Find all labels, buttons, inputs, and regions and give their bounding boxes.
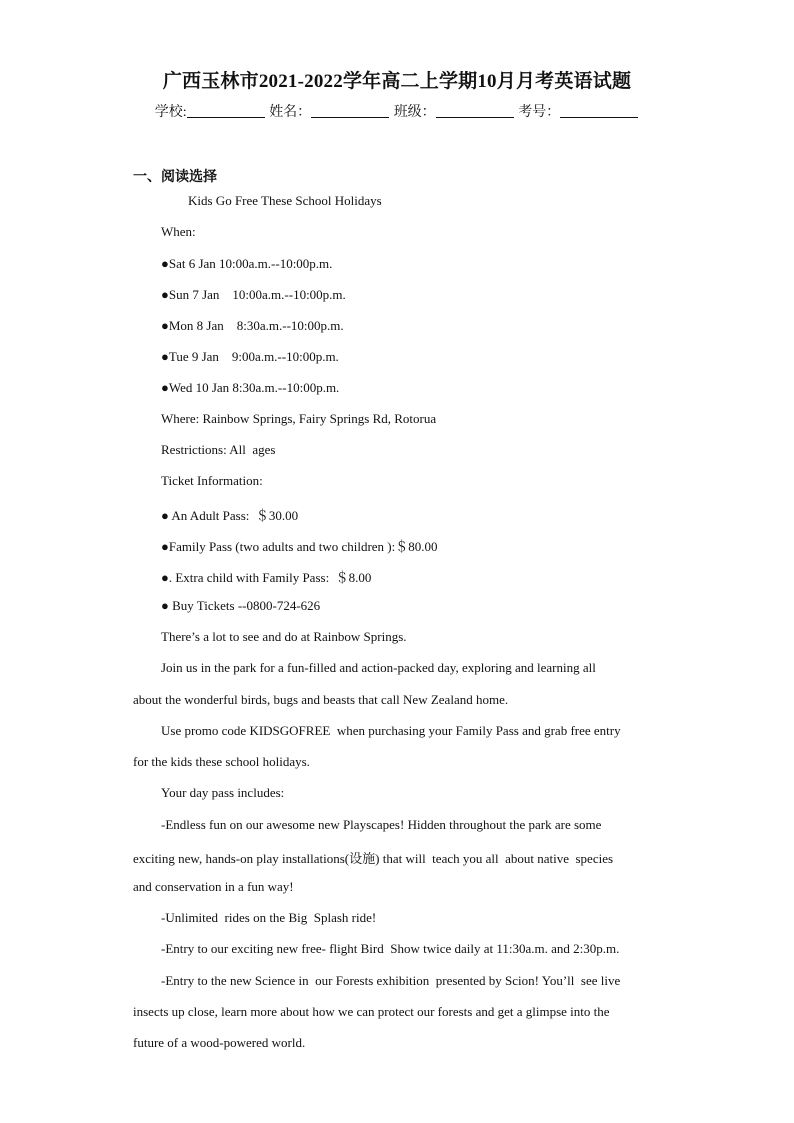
restrictions-line: Restrictions: All ages — [161, 442, 276, 457]
paragraph: about the wonderful birds, bugs and beasts that call New Zealand home. — [133, 692, 509, 707]
paragraph: -Endless fun on our awesome new Playscapes! Hidden throughout the park are some — [161, 817, 602, 832]
number-blank[interactable] — [560, 103, 638, 118]
where-line: Where: Rainbow Springs, Fairy Springs Rd, Rotorua — [161, 411, 437, 426]
section-heading: 一、阅读选择 — [133, 170, 217, 185]
school-label: 学校: — [154, 105, 187, 120]
date-item: ●Sat 6 Jan 10:00a.m.--10:00p.m. — [161, 256, 333, 271]
paragraph: for the kids these school holidays. — [133, 754, 310, 769]
student-info-line — [0, 101, 794, 121]
name-label: 姓名： — [269, 105, 312, 120]
paragraph: -Unlimited rides on the Big Splash ride! — [161, 910, 377, 925]
paragraph: and conservation in a fun way! — [133, 879, 294, 894]
paragraph: Use promo code KIDSGOFREE when purchasing your Family Pass and grab free entry — [161, 723, 621, 738]
paragraph: -Entry to the new Science in our Forests exhibition presented by Scion! You’ll see live — [161, 973, 621, 988]
class-blank[interactable] — [436, 103, 514, 118]
exam-title: 广西玉林市2021-2022学年高二上学期10月月考英语试题 — [162, 71, 632, 92]
class-label: 班级： — [393, 105, 436, 120]
paragraph: insects up close, learn more about how we can protect our forests and get a glimpse into the — [133, 1004, 610, 1019]
ticket-item: ● An Adult Pass: ＄30.00 — [161, 508, 299, 523]
paragraph: future of a wood-powered world. — [133, 1035, 306, 1050]
date-item: ●Wed 10 Jan 8:30a.m.--10:00p.m. — [161, 380, 340, 395]
ticket-item: ●Family Pass (two adults and two children ):＄80.00 — [161, 539, 438, 554]
ticket-item: ● Buy Tickets --0800-724-626 — [161, 598, 321, 613]
name-blank[interactable] — [311, 103, 389, 118]
when-label: When: — [161, 224, 196, 239]
paragraph: There’s a lot to see and do at Rainbow Springs. — [161, 629, 407, 644]
paragraph: exciting new, hands-on play installations(设施) that will teach you all about native species — [133, 851, 614, 866]
paragraph: -Entry to our exciting new free- flight Bird Show twice daily at 11:30a.m. and 2:30p.m. — [161, 941, 620, 956]
date-item: ●Tue 9 Jan 9:00a.m.--10:00p.m. — [161, 349, 339, 364]
ticket-label: Ticket Information: — [161, 473, 263, 488]
paragraph: Join us in the park for a fun-filled and action-packed day, exploring and learning all — [161, 660, 596, 675]
date-item: ●Mon 8 Jan 8:30a.m.--10:00p.m. — [161, 318, 344, 333]
number-label: 考号： — [518, 105, 561, 120]
paragraph: Your day pass includes: — [161, 785, 285, 800]
article-heading: Kids Go Free These School Holidays — [188, 193, 382, 208]
ticket-item: ●. Extra child with Family Pass: ＄8.00 — [161, 570, 372, 585]
date-item: ●Sun 7 Jan 10:00a.m.--10:00p.m. — [161, 287, 346, 302]
school-blank[interactable] — [187, 103, 265, 118]
